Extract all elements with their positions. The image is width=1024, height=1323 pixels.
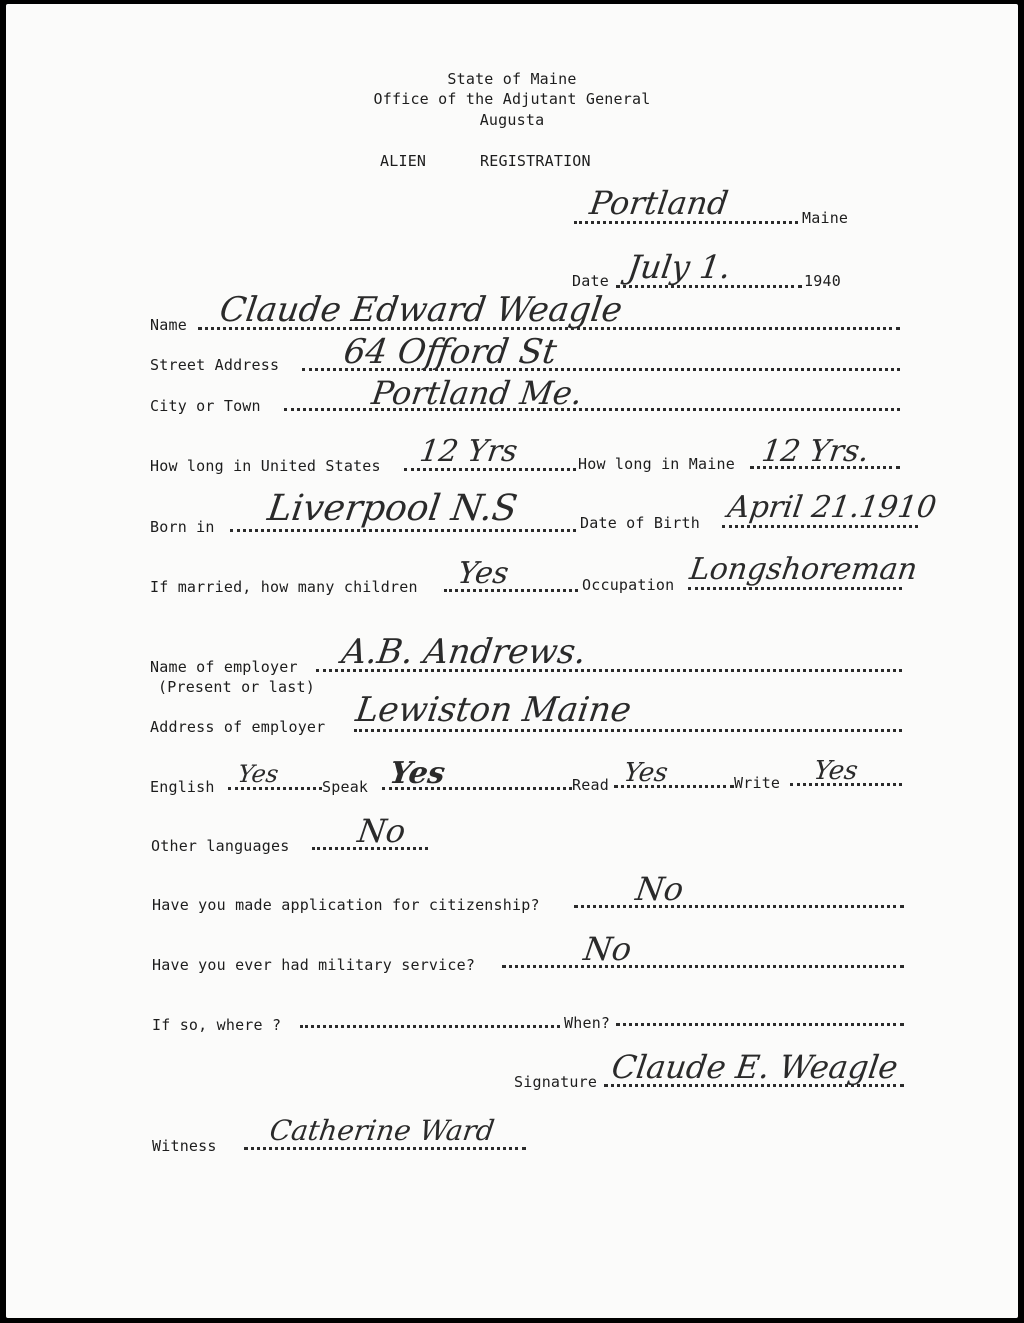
- street-label: Street Address: [150, 356, 280, 374]
- witness-value: Catherine Ward: [267, 1114, 497, 1147]
- citizenship-label: Have you made application for citizenship?: [152, 896, 540, 914]
- when-dots: [616, 1020, 904, 1026]
- signature-value: Claude E. Weagle: [609, 1048, 901, 1086]
- speak-value: Yes: [387, 756, 448, 791]
- write-value: Yes: [811, 756, 860, 786]
- where-dots: [300, 1022, 560, 1028]
- other-languages-label: Other languages: [151, 837, 290, 855]
- place-dots: [574, 218, 798, 224]
- date-label: Date: [572, 272, 609, 290]
- street-value: 64 Offord St: [341, 332, 560, 372]
- write-label: Write: [734, 774, 781, 792]
- military-value: No: [581, 930, 634, 968]
- date-dots: [616, 282, 802, 288]
- employer-address-label: Address of employer: [150, 718, 326, 736]
- us-long-label: How long in United States: [150, 457, 381, 475]
- dob-value: April 21.1910: [725, 490, 939, 525]
- date-value: July 1.: [625, 248, 734, 286]
- born-label: Born in: [150, 518, 215, 536]
- speak-label: Speak: [322, 778, 369, 796]
- military-label: Have you ever had military service?: [152, 956, 476, 974]
- read-label: Read: [572, 776, 609, 794]
- occupation-value: Longshoreman: [687, 552, 920, 587]
- citizenship-dots: [574, 902, 904, 908]
- where-label: If so, where ?: [152, 1016, 282, 1034]
- married-label: If married, how many children: [150, 578, 418, 596]
- header-state: State of Maine: [447, 70, 577, 88]
- name-value: Claude Edward Weagle: [217, 290, 625, 330]
- witness-label: Witness: [152, 1137, 217, 1155]
- military-dots: [502, 962, 904, 968]
- header-office: Office of the Adjutant General: [373, 90, 651, 108]
- married-value: Yes: [455, 556, 511, 591]
- employer-address-value: Lewiston Maine: [353, 690, 634, 730]
- us-long-value: 12 Yrs: [417, 434, 520, 469]
- occupation-label: Occupation: [582, 576, 675, 594]
- employer-sub: (Present or last): [158, 678, 315, 696]
- when-label: When?: [564, 1014, 611, 1032]
- dob-label: Date of Birth: [580, 514, 700, 532]
- other-languages-value: No: [355, 812, 408, 850]
- english-label: English: [150, 778, 215, 796]
- header-registration: REGISTRATION: [480, 152, 591, 170]
- maine-long-label: How long in Maine: [578, 455, 735, 473]
- registration-form: [6, 4, 1018, 1318]
- header-alien: ALIEN: [380, 152, 427, 170]
- maine-long-value: 12 Yrs.: [759, 434, 872, 469]
- born-value: Liverpool N.S: [265, 488, 520, 529]
- employer-label: Name of employer: [150, 658, 298, 676]
- name-label: Name: [150, 316, 187, 334]
- city-value: Portland Me.: [369, 374, 585, 412]
- date-year: 1940: [804, 272, 841, 290]
- english-value: Yes: [236, 760, 281, 788]
- header-city: Augusta: [479, 111, 545, 129]
- citizenship-value: No: [633, 870, 686, 908]
- employer-value: A.B. Andrews.: [339, 632, 589, 672]
- signature-label: Signature: [514, 1073, 598, 1091]
- read-value: Yes: [621, 758, 670, 788]
- city-label: City or Town: [150, 397, 261, 415]
- place-value: Portland: [587, 184, 731, 222]
- place-suffix: Maine: [802, 209, 849, 227]
